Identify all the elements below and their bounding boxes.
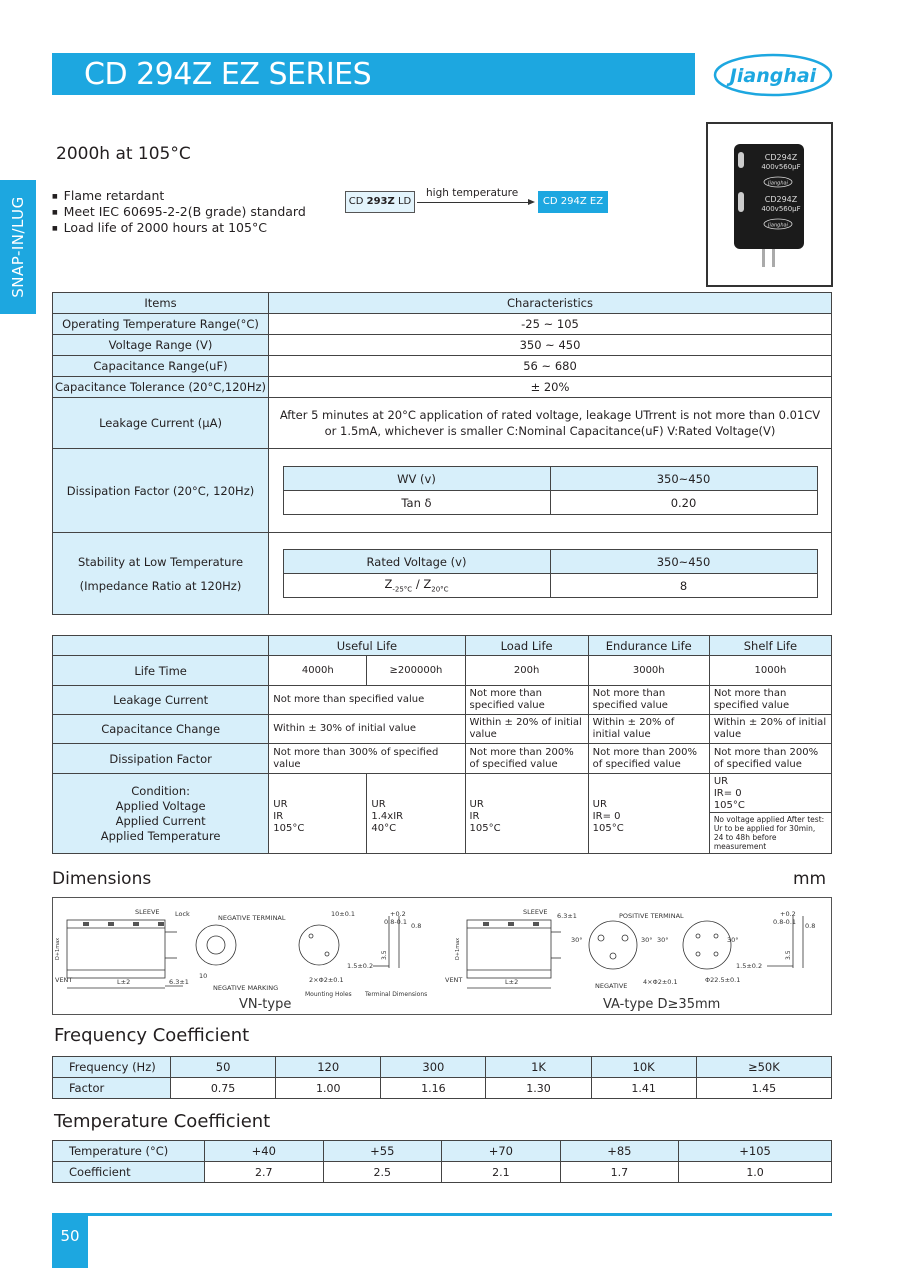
svg-text:2×Φ2±0.1: 2×Φ2±0.1 <box>309 976 344 984</box>
temperature-coefficient-title: Temperature Coefficient <box>54 1111 271 1132</box>
dissipation-value <box>269 449 832 533</box>
temperature-row-label: Temperature (°C) <box>53 1141 205 1162</box>
condition-shelf: UR IR= 0 105°C No voltage applied After test: Ur to be applied for 30min, 24 to 48h before measurement <box>709 774 831 854</box>
svg-text:0.8-0.1: 0.8-0.1 <box>773 918 797 926</box>
vn-type-label: VN-type <box>239 997 292 1012</box>
svg-text:1.5±0.2: 1.5±0.2 <box>347 962 374 970</box>
feature-item: ■ Load life of 2000 hours at 105°C <box>52 220 306 236</box>
spec-item: Voltage Range (V) <box>53 335 269 356</box>
svg-text:D+1max: D+1max <box>455 937 461 960</box>
svg-text:+0.2: +0.2 <box>390 910 406 918</box>
svg-text:SLEEVE: SLEEVE <box>135 908 160 916</box>
svg-text:3.5: 3.5 <box>785 950 792 960</box>
svg-text:30°: 30° <box>657 936 669 944</box>
condition-label: Condition: Applied Voltage Applied Current Applied Temperature <box>53 774 269 854</box>
svg-text:VENT: VENT <box>445 976 463 984</box>
svg-text:6.3±1: 6.3±1 <box>169 978 189 986</box>
svg-text:3.5: 3.5 <box>381 950 388 960</box>
life-test-table: Useful Life Load Life Endurance Life Shelf Life Life Time 4000h ≥200000h 200h 3000h 1000h Leakage Current Not more than specified value Not more than specified value Not more than specified value Not more than specified value Capacitance Change Within ± 30% of initial value Within ± 20% of initial value Within ± 20% of initial value Within ± 20% of initial value Dissipation Factor Not more than 300% of specified value Not more than 200% of specified value Not more than 200% of specified value Not more than 200% of specified value Condition: Applied Voltage Applied Current Applied Temperature UR IR 105°C UR 1.4xIR 40°C UR IR 105°C UR IR= 0 105°C UR IR= 0 105°C No voltage applied After test: Ur to be applied for 30min, 24 to 48h before measurement <box>52 635 832 854</box>
svg-text:L±2: L±2 <box>117 978 131 986</box>
frequency-coefficient-title: Frequency Coefficient <box>54 1025 250 1046</box>
svg-text:NEGATIVE: NEGATIVE <box>595 982 628 990</box>
coefficient-row-label: Coefficient <box>53 1162 205 1183</box>
dimensions-unit: mm <box>793 869 827 889</box>
feature-item: ■ Flame retardant <box>52 188 306 204</box>
dimensions-title: Dimensions <box>52 869 152 889</box>
svg-text:Φ22.5±0.1: Φ22.5±0.1 <box>705 976 741 984</box>
svg-text:400v560μF: 400v560μF <box>761 163 801 171</box>
page-number: 50 <box>52 1216 88 1268</box>
items-header: Items <box>53 293 269 314</box>
svg-text:CD294Z: CD294Z <box>764 153 798 162</box>
svg-text:Terminal Dimensions: Terminal Dimensions <box>365 991 428 998</box>
factor-row-label: Factor <box>53 1078 171 1099</box>
spec-item: Capacitance Range(uF) <box>53 356 269 377</box>
condition-useful-1: UR IR 105°C <box>269 774 367 854</box>
load-life-header: Load Life <box>465 636 588 656</box>
footer-rule <box>52 1213 832 1216</box>
endurance-life-header: Endurance Life <box>588 636 709 656</box>
svg-text:0.8: 0.8 <box>805 922 816 930</box>
svg-text:Lock: Lock <box>175 910 190 918</box>
frequency-coefficient-table: Frequency (Hz) 50 120 300 1K 10K ≥50K Factor 0.75 1.00 1.16 1.30 1.41 1.45 <box>52 1056 832 1099</box>
dissipation-subtable: WV (v) 350~450 Tan δ 0.20 <box>283 466 818 515</box>
svg-text:10: 10 <box>199 972 208 980</box>
svg-text:0.8: 0.8 <box>411 922 422 930</box>
svg-text:0.8-0.1: 0.8-0.1 <box>384 918 408 926</box>
condition-load: UR IR 105°C <box>465 774 588 854</box>
svg-text:D+1max: D+1max <box>55 937 61 960</box>
svg-text:Mounting Holes: Mounting Holes <box>305 991 352 998</box>
va-type-label: VA-type D≥35mm <box>603 997 721 1012</box>
leakage-item: Leakage Current (μA) <box>53 398 269 449</box>
dissipation-factor-label: Dissipation Factor <box>53 744 269 774</box>
stability-item: Stability at Low Temperature (Impedance Ratio at 120Hz) <box>53 533 269 615</box>
feature-list <box>52 188 306 236</box>
feature-item: ■ Meet IEC 60695-2-2(B grade) standard <box>52 204 306 220</box>
stability-value <box>269 533 832 615</box>
spec-value: 350 ~ 450 <box>269 335 832 356</box>
svg-text:POSITIVE TERMINAL: POSITIVE TERMINAL <box>619 912 684 920</box>
temperature-coefficient-table: Temperature (°C) +40 +55 +70 +85 +105 Coefficient 2.7 2.5 2.1 1.7 1.0 <box>52 1140 832 1183</box>
product-photo-frame <box>706 122 833 287</box>
spec-item: Operating Temperature Range(°C) <box>53 314 269 335</box>
svg-text:SLEEVE: SLEEVE <box>523 908 548 916</box>
svg-text:Jianghai: Jianghai <box>768 180 788 187</box>
flow-source-box: CD 293Z LD <box>345 191 415 213</box>
life-time-label: Life Time <box>53 656 269 686</box>
leakage-value: After 5 minutes at 20°C application of rated voltage, leakage UTrrent is not more than 0.01CV or 1.5mA, whichever is smaller C:Nominal Capacitance(uF) V:Rated Voltage(V) <box>269 398 832 449</box>
useful-life-header: Useful Life <box>269 636 465 656</box>
frequency-row-label: Frequency (Hz) <box>53 1057 171 1078</box>
svg-text:400v560μF: 400v560μF <box>761 205 801 213</box>
subtitle: 2000h at 105°C <box>56 144 191 164</box>
svg-text:4×Φ2±0.1: 4×Φ2±0.1 <box>643 978 678 986</box>
shelf-life-header: Shelf Life <box>709 636 831 656</box>
category-side-tab <box>0 180 36 314</box>
dimension-diagram <box>53 898 831 1014</box>
capacitor-photo <box>708 124 831 285</box>
flow-arrow-label: high temperature <box>426 187 519 199</box>
svg-text:NEGATIVE TERMINAL: NEGATIVE TERMINAL <box>218 914 286 922</box>
series-title: CD 294Z EZ SERIES <box>52 53 695 95</box>
spec-item: Capacitance Tolerance (20°C,120Hz) <box>53 377 269 398</box>
flow-arrow <box>417 202 530 203</box>
specifications-table <box>52 292 832 615</box>
characteristics-header: Characteristics <box>269 293 832 314</box>
spec-value: -25 ~ 105 <box>269 314 832 335</box>
spec-value: 56 ~ 680 <box>269 356 832 377</box>
dimension-drawings <box>52 897 832 1015</box>
svg-text:30°: 30° <box>571 936 583 944</box>
arrow-head-icon <box>528 199 535 205</box>
svg-text:Jianghai: Jianghai <box>768 222 788 229</box>
svg-text:10±0.1: 10±0.1 <box>331 910 356 918</box>
svg-text:VENT: VENT <box>55 976 73 984</box>
svg-text:L±2: L±2 <box>505 978 519 986</box>
condition-endurance: UR IR= 0 105°C <box>588 774 709 854</box>
dissipation-item: Dissipation Factor (20°C, 120Hz) <box>53 449 269 533</box>
svg-text:30°: 30° <box>727 936 739 944</box>
svg-text:30°: 30° <box>641 936 653 944</box>
svg-text:6.3±1: 6.3±1 <box>557 912 577 920</box>
side-tab-label: SNAP-IN/LUG <box>9 196 27 298</box>
svg-text:+0.2: +0.2 <box>780 910 796 918</box>
leakage-current-label: Leakage Current <box>53 686 269 715</box>
flow-target-box: CD 294Z EZ <box>538 191 608 213</box>
logo-text: Jianghai <box>729 65 817 87</box>
svg-text:1.5±0.2: 1.5±0.2 <box>736 962 763 970</box>
spec-value: ± 20% <box>269 377 832 398</box>
jianghai-logo <box>712 52 834 98</box>
svg-text:NEGATIVE MARKING: NEGATIVE MARKING <box>213 984 279 992</box>
svg-text:CD294Z: CD294Z <box>764 195 798 204</box>
impedance-subtable: Rated Voltage (v) 350~450 $Z_{-25^\circ C} / Z_{20^\circ C}$ 8 <box>283 549 818 598</box>
impedance-ratio-label: $Z_{-25^\circ C} / Z_{20^\circ C}$ <box>283 574 550 598</box>
capacitance-change-label: Capacitance Change <box>53 715 269 744</box>
condition-useful-2: UR 1.4xIR 40°C <box>367 774 465 854</box>
